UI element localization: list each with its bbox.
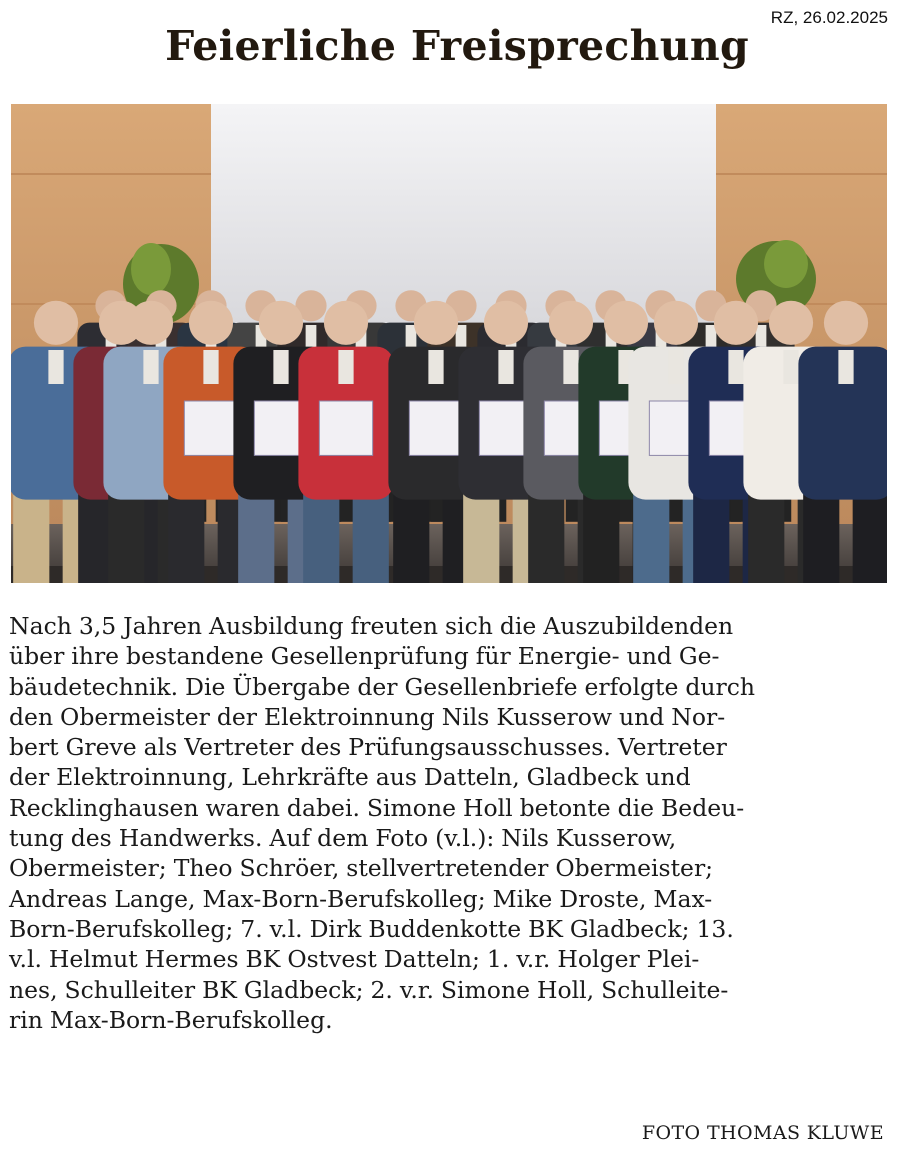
- article-line: über ihre bestandene Gesellenprüfung für Energie- und Ge-: [9, 642, 720, 671]
- dateline: RZ, 26.02.2025: [770, 8, 888, 27]
- article-line: nes, Schulleiter BK Gladbeck; 2. v.r. Simone Holl, Schulleite-: [9, 975, 729, 1004]
- photo-credit: FOTO THOMAS KLUWE: [641, 1122, 884, 1144]
- article-line: Andreas Lange, Max-Born-Berufskolleg; Mike Droste, Max-: [9, 884, 713, 913]
- article-line: bert Greve als Vertreter des Prüfungsausschusses. Vertreter: [9, 733, 727, 762]
- article-body: [9, 611, 889, 1035]
- article-line: Nach 3,5 Jahren Ausbildung freuten sich die Auszubildenden: [9, 612, 734, 640]
- article-line: rin Max-Born-Berufskolleg.: [9, 1005, 333, 1034]
- group-photo: [11, 104, 887, 583]
- article-line: Obermeister; Theo Schröer, stellvertretender Obermeister;: [9, 854, 714, 883]
- article-line: tung des Handwerks. Auf dem Foto (v.l.): Nils Kusserow,: [9, 824, 677, 853]
- article-line: Born-Berufskolleg; 7. v.l. Dirk Buddenkotte BK Gladbeck; 13.: [9, 914, 734, 943]
- article-line: bäudetechnik. Die Übergabe der Gesellenbriefe erfolgte durch: [9, 672, 756, 701]
- headline: Feierliche Freisprechung: [165, 22, 749, 70]
- article-line: v.l. Helmut Hermes BK Ostvest Datteln; 1. v.r. Holger Plei-: [9, 945, 700, 974]
- article-line: der Elektroinnung, Lehrkräfte aus Datteln, Gladbeck und: [9, 763, 691, 792]
- article-line: Recklinghausen waren dabei. Simone Holl betonte die Bedeu-: [9, 793, 745, 822]
- article-line: den Obermeister der Elektroinnung Nils Kusserow und Nor-: [9, 702, 726, 731]
